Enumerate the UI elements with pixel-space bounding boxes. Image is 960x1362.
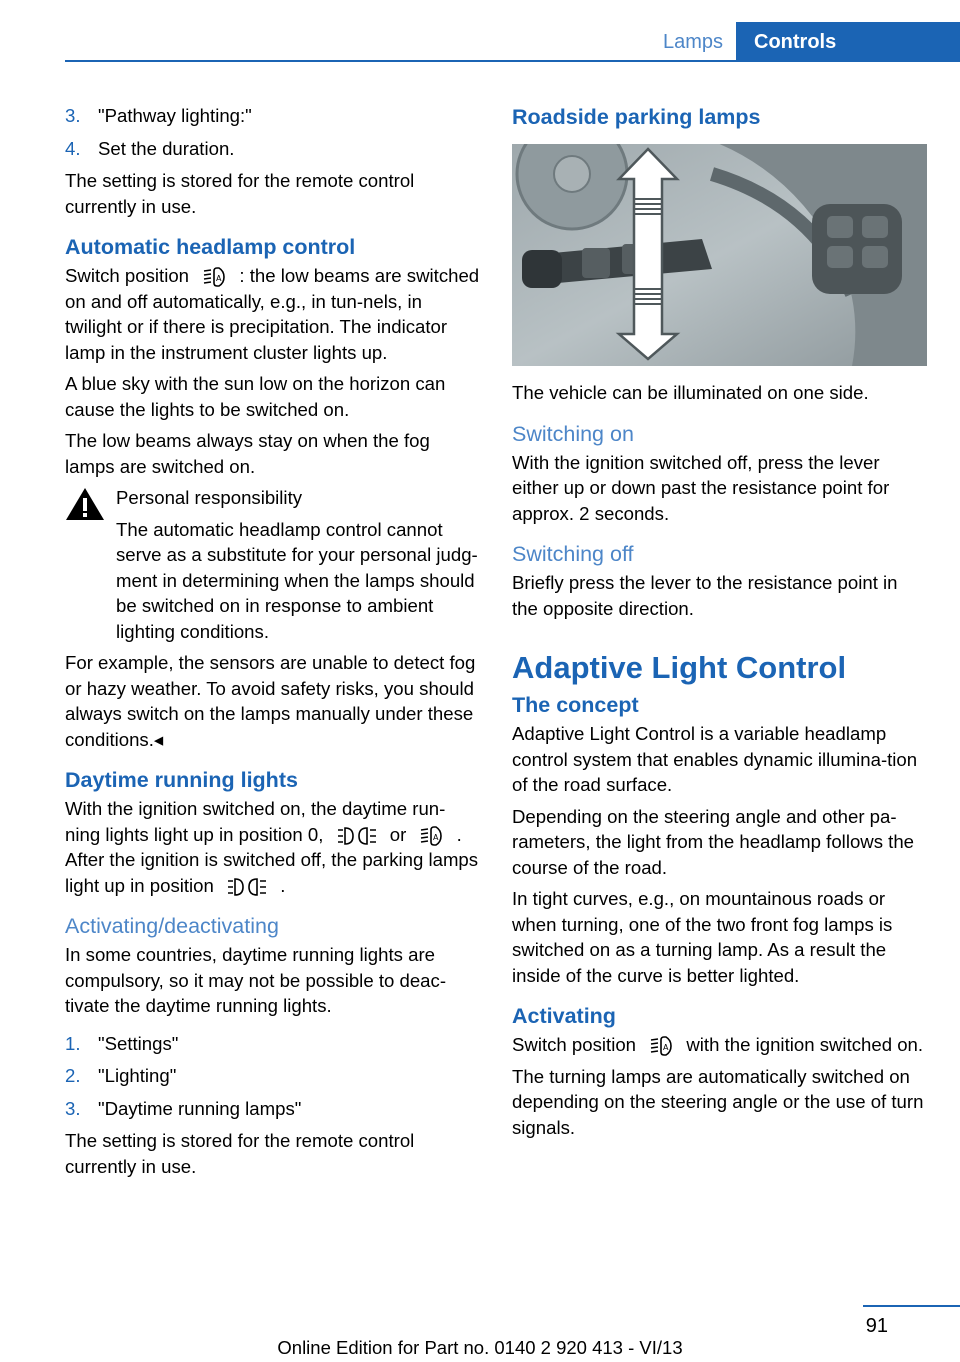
list-item	[65, 1031, 480, 1057]
heading-activating: Activating	[512, 1004, 616, 1028]
paragraph-activating-1	[512, 1032, 927, 1058]
paragraph-switching-off: Briefly press the lever to the resistance point in the opposite direction.	[512, 572, 898, 619]
svg-text:A: A	[216, 274, 222, 284]
footer-edition: Online Edition for Part no. 0140 2 920 413 - VI/13	[277, 1337, 683, 1358]
list-item	[65, 1063, 480, 1089]
list-text: "Settings"	[98, 1032, 179, 1054]
heading-switching-off: Switching off	[512, 542, 634, 566]
text-switch-position: Switch position	[65, 265, 190, 286]
footer-rule	[863, 1305, 960, 1307]
paragraph-roadside: The vehicle can be illuminated on one side.	[512, 382, 869, 403]
header-tab-lamps[interactable]: Lamps	[662, 30, 724, 53]
steering-lever-illustration	[512, 144, 927, 366]
text-auto-description: : the low beams are switched on and off automatically, e.g., in tun‐nels, in twilight or if there is precipitation. The indicator lamp in the instrument cluster lights up.	[65, 265, 480, 363]
warning-body-first	[116, 517, 480, 645]
paragraph-warning-2: For example, the sensors are unable to detect fog or hazy weather. To avoid safety risks, you should always switch on the lamps manually under these conditions.◂	[65, 652, 476, 750]
heading-roadside-parking-lamps: Roadside parking lamps	[512, 105, 761, 129]
warning-body: The automatic headlamp control cannot serve as a substitute for your personal judg‐ment in determining when the lamps should be switched on in response to ambient lighting conditions.	[116, 518, 478, 642]
warning-icon	[65, 487, 105, 521]
header-tab-controls[interactable]: Controls	[736, 22, 960, 62]
page-number: 91	[865, 1315, 888, 1337]
auto-headlamp-icon	[202, 267, 226, 287]
paragraph-concept-3: In tight curves, e.g., on mountainous roads or when turning, one of the two front fog lamps is switched on as a turning lamp. As a result the inside of the curve is better lighted.	[512, 888, 893, 986]
svg-text:A: A	[663, 1043, 669, 1053]
header-rule	[65, 60, 960, 62]
paragraph-concept-1: Adaptive Light Control is a variable headlamp control system that enables dynamic illumina‐tion of the road surface.	[512, 723, 918, 795]
heading-daytime-running-lights: Daytime running lights	[65, 768, 298, 792]
list-text: Set the duration.	[98, 137, 235, 159]
paragraph-auto-2: A blue sky with the sun low on the horizon can cause the lights to be switched on.	[65, 373, 446, 420]
list-text: "Lighting"	[98, 1065, 177, 1086]
paragraph-concept-2: Depending on the steering angle and other pa‐rameters, the light from the headlamp follows the course of the road.	[512, 805, 915, 878]
list-number: 4.	[65, 137, 81, 159]
paragraph-activating-2: The turning lamps are automatically switched on depending on the steering angle or the use of turn signals.	[512, 1065, 924, 1138]
heading-the-concept: The concept	[512, 693, 639, 717]
text-period: .	[280, 874, 286, 896]
auto-headlamp-icon	[419, 826, 443, 846]
list-text: "Daytime running lamps"	[98, 1097, 302, 1119]
parking-lamps-icon	[227, 877, 267, 897]
list-text: "Pathway lighting:"	[98, 105, 252, 126]
paragraph-drl	[65, 796, 480, 898]
paragraph-stored-setting: The setting is stored for the remote control currently in use.	[65, 170, 415, 217]
paragraph-auto-1	[65, 263, 480, 365]
parking-lamps-icon	[337, 826, 377, 846]
text-switch-position: Switch position	[512, 1034, 637, 1055]
heading-automatic-headlamp-control: Automatic headlamp control	[65, 235, 356, 259]
paragraph-auto-3: The low beams always stay on when the fog lamps are switched on.	[65, 430, 430, 477]
warning-title: Personal responsibility	[116, 487, 303, 508]
warning-block	[65, 485, 480, 644]
right-column	[512, 103, 927, 1146]
list-number: 2.	[65, 1065, 81, 1086]
list-item	[65, 1096, 480, 1122]
paragraph-switching-on: With the ignition switched off, press the lever either up or down past the resistance point for approx. 2 seconds.	[512, 451, 890, 524]
svg-text:A: A	[433, 832, 439, 842]
text-drl-a: With the ignition switched on, the daytime run‐ning lights light up in position 0,	[65, 798, 446, 845]
heading-adaptive-light-control: Adaptive Light Control	[512, 650, 847, 685]
list-item	[65, 103, 480, 129]
list-number: 3.	[65, 1097, 81, 1119]
paragraph-stored-setting: The setting is stored for the remote control currently in use.	[65, 1130, 415, 1177]
list-item	[65, 136, 480, 162]
list-number: 3.	[65, 105, 81, 126]
list-number: 1.	[65, 1032, 81, 1054]
auto-headlamp-icon	[649, 1036, 673, 1056]
text-or: or	[389, 823, 407, 845]
text-drl-c: After the ignition is switched off, the parking lamps light up in position	[65, 849, 479, 896]
heading-activating-deactivating: Activating/deactivating	[65, 914, 279, 938]
paragraph-act: In some countries, daytime running lights are compulsory, so it may not be possible to deac‐tivate the daytime running lights.	[65, 944, 447, 1016]
text-activating-description: with the ignition switched on.	[686, 1034, 924, 1055]
left-column	[65, 103, 480, 1185]
text-period: .	[456, 823, 462, 845]
heading-switching-on: Switching on	[512, 421, 634, 446]
